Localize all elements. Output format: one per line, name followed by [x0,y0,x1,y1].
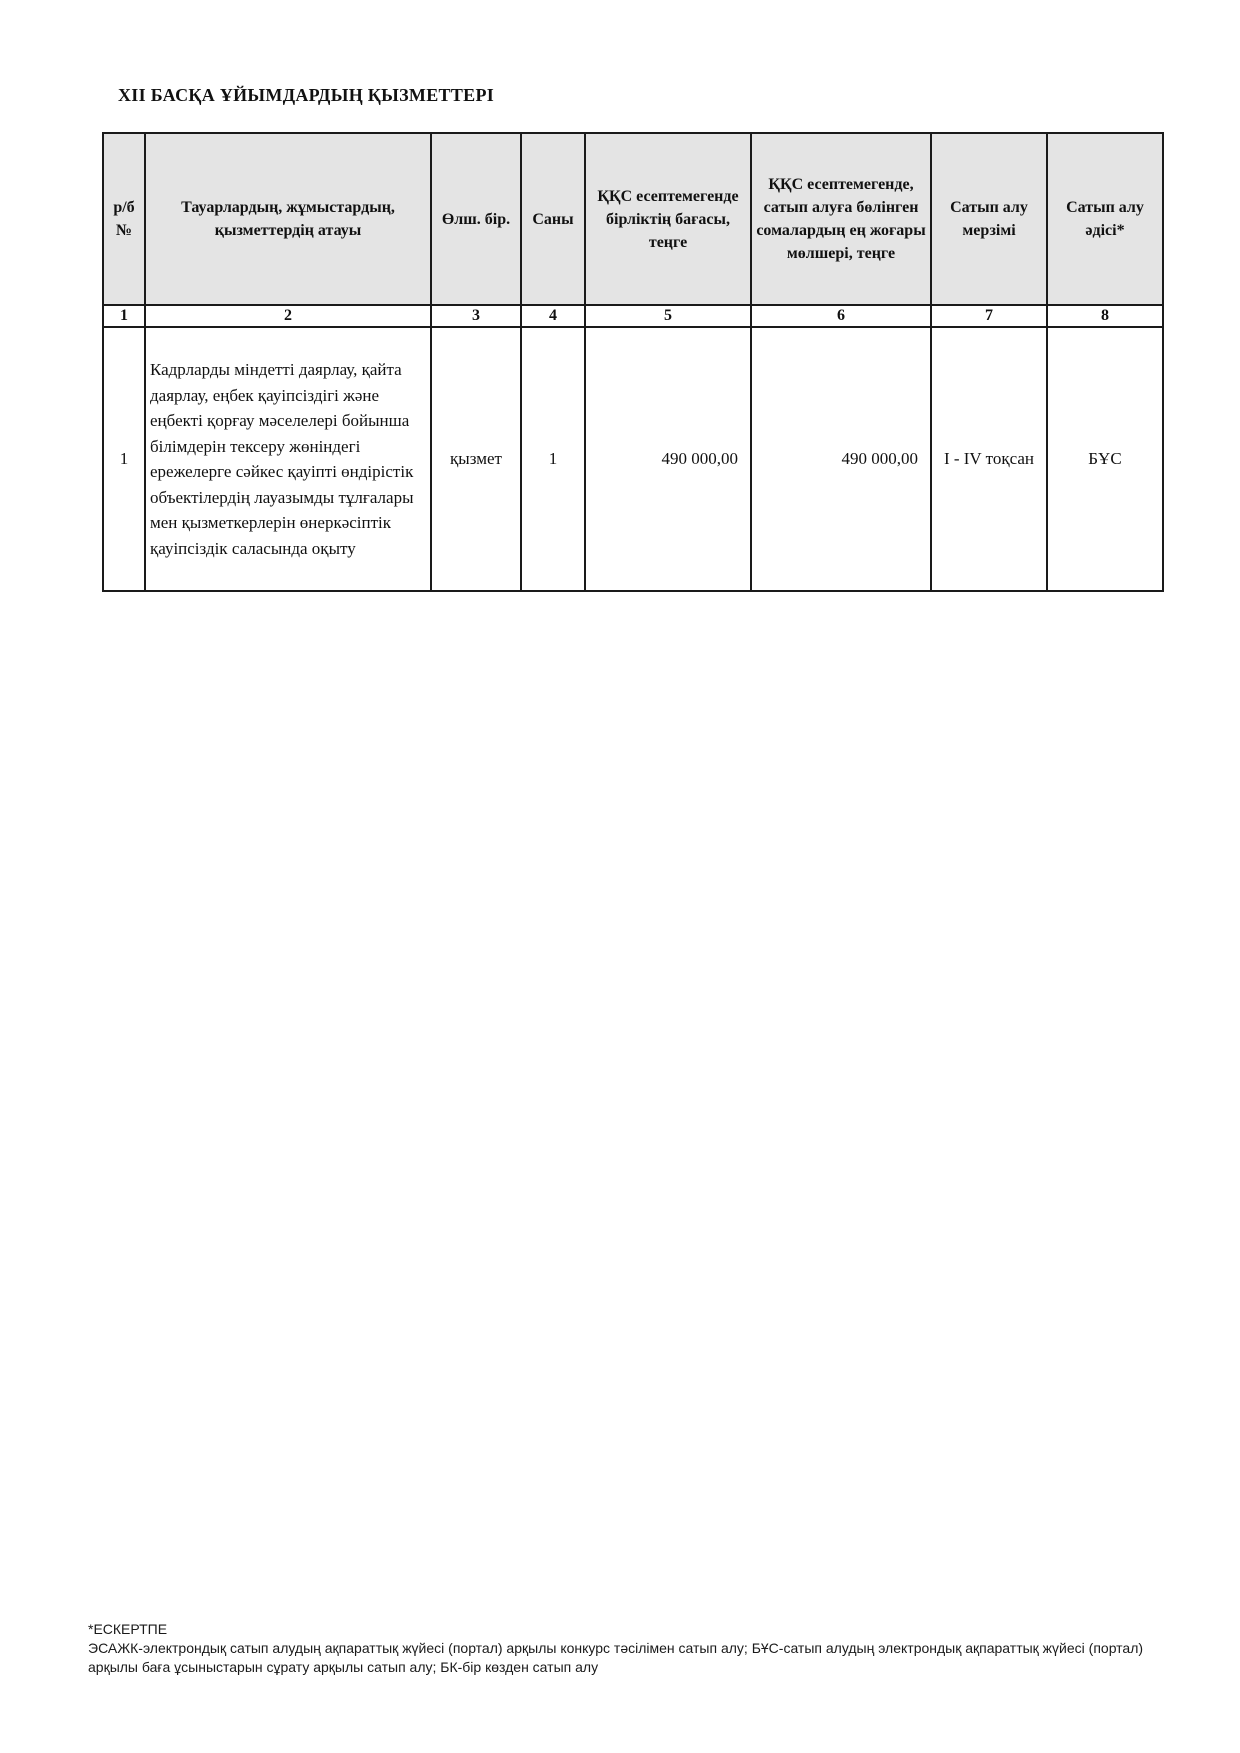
column-number-row [103,305,1163,327]
footnote-text: ЭСАЖК-электрондық сатып алудың ақпараттық жүйесі (портал) арқылы конкурс тәсілімен сатып алу; БҰС-сатып алудың электрондық ақпараттық жүйесі (портал) арқылы баға ұсыныстарын сұрату арқылы сатып алу; БК-бір көзден сатып алу [88,1640,1144,1675]
column-number: 7 [931,305,1047,327]
header-quantity: Саны [521,133,585,305]
column-number: 5 [585,305,751,327]
column-number: 6 [751,305,931,327]
header-row [103,133,1163,305]
header-item-name: Тауарлардың, жұмыстардың, қызметтердің атауы [145,133,431,305]
header-period: Сатып алу мерзімі [931,133,1047,305]
section-title: XII БАСҚА ҰЙЫМДАРДЫҢ ҚЫЗМЕТТЕРІ [118,85,495,105]
table-row [103,327,1163,591]
cell-row-number: 1 [103,327,145,591]
header-row-number: р/б № [103,133,145,305]
cell-item-name: Кадрларды міндетті даярлау, қайта даярлау, еңбек қауіпсіздігі және еңбекті қорғау мәселелері бойынша білімдерін тексеру жөніндегі ережелерге сәйкес қауіпті өндірістік объектілердің лауазымды тұлғалары мен қызметкерлерін өнеркәсіптік қауіпсіздік саласында оқыту [145,327,431,591]
footnote [88,1620,1148,1677]
header-unit: Өлш. бір. [431,133,521,305]
cell-unit: қызмет [431,327,521,591]
header-unit-price: ҚҚС есептемегенде бірліктің бағасы, теңге [585,133,751,305]
cell-period: I - IV тоқсан [931,327,1047,591]
column-number: 1 [103,305,145,327]
header-method: Сатып алу әдісі* [1047,133,1163,305]
column-number: 2 [145,305,431,327]
cell-max-amount: 490 000,00 [751,327,931,591]
cell-quantity: 1 [521,327,585,591]
cell-method: БҰС [1047,327,1163,591]
procurement-table [102,132,1164,592]
cell-unit-price: 490 000,00 [585,327,751,591]
procurement-table-wrapper [102,132,1162,592]
header-max-amount: ҚҚС есептемегенде, сатып алуға бөлінген сомалардың ең жоғары мөлшері, теңге [751,133,931,305]
column-number: 8 [1047,305,1163,327]
column-number: 3 [431,305,521,327]
column-number: 4 [521,305,585,327]
footnote-title: *ЕСКЕРТПЕ [88,1621,168,1637]
